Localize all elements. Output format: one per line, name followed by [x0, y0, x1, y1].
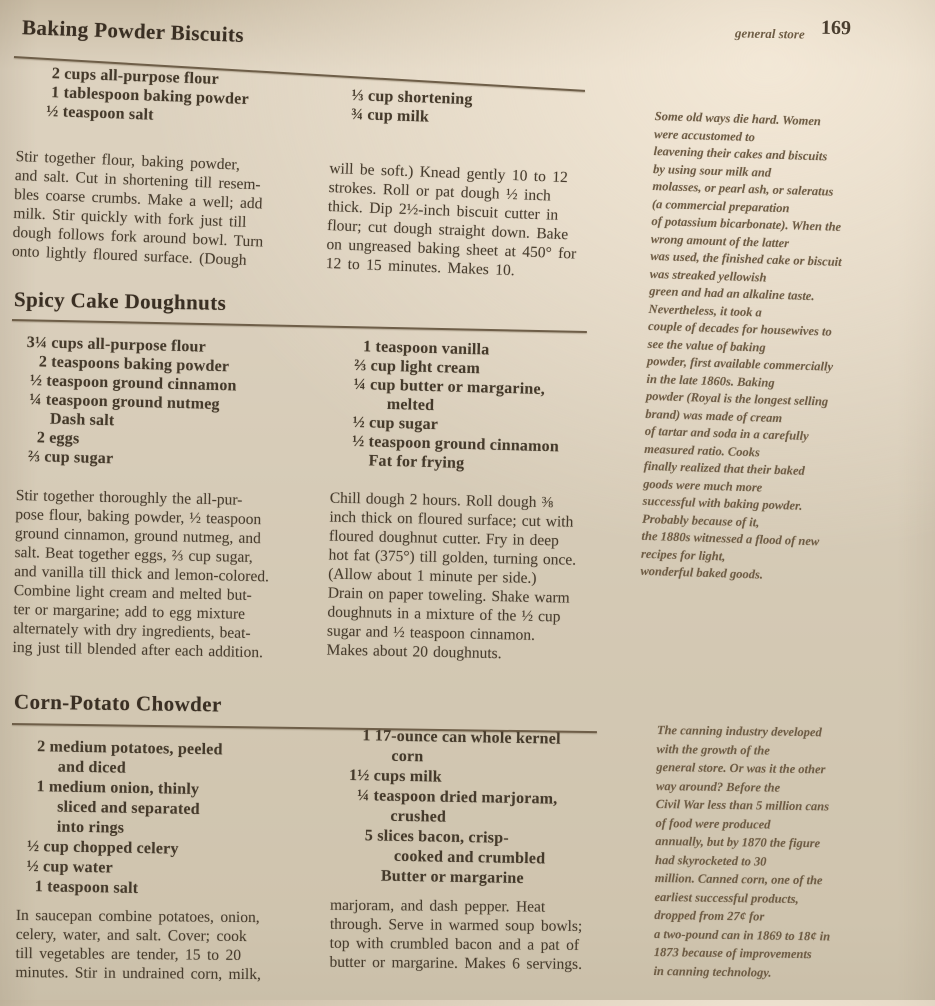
instructions-spicy-cake-doughnuts [12, 486, 656, 674]
instructions-column-1: In saucepan combine potatoes, onion, celery, water, and salt. Cover; cook till vegetables are tender, 15 to 20 minutes. Stir in undrained corn, milk, [15, 906, 261, 984]
instructions-column-1: Stir together flour, baking powder, and salt. Cut in shortening till resem- bles coarse crumbs. Make a well; add milk. Stir quickly with fork just till dough follows fork around bowl. Turn onto lightly floured surface. (Dough [11, 147, 264, 269]
instructions-column-2: Chill dough 2 hours. Roll dough ⅜ inch thick on floured surface; cut with floured doughnut cutter. Fry in deep hot fat (375°) till golden, turning once. (Allow about 1 minute per side.) Drain on paper toweling. Shake warm doughnuts in a mixture of the ½ cup sugar and ½ teaspoon cinnamon. Makes about 20 doughnuts. [326, 489, 577, 663]
ingredients-column-1: 2 medium potatoes, peeled and diced 1 medium onion, thinly sliced and separated into rings ½ cup chopped celery ½ cup water 1 teaspoon salt [26, 737, 223, 897]
ingredients-column-2: 1 17-ounce can whole kernel corn 1½ cups milk ¼ teaspoon dried marjoram, crushed 5 slices bacon, crisp- cooked and crumbled Butter or margarine [347, 726, 561, 888]
recipe-title-corn-potato-chowder: Corn-Potato Chowder [13, 689, 222, 717]
title-rule [12, 319, 587, 333]
instructions-column-2: marjoram, and dash pepper. Heat through. Serve in warmed soup bowls; top with crumbled bacon and a pat of butter or margarine. Makes 6 servings. [329, 896, 583, 973]
ingredients-column-1: 3¼ cups all-purpose flour 2 teaspoons baking powder ½ teaspoon ground cinnamon ¼ teaspoon ground nutmeg Dash salt 2 eggs ⅔ cup sugar [23, 333, 237, 468]
running-head: general store [734, 25, 805, 42]
recipe-title-spicy-cake-doughnuts: Spicy Cake Doughnuts [13, 287, 227, 315]
ingredients-column-1: 2 cups all-purpose flour 1 tablespoon baking powder ½ teaspoon salt [46, 64, 250, 124]
instructions-corn-potato-chowder [15, 896, 656, 1006]
margin-note-canning-industry: The canning industry developed with the growth of the general store. Or was it the other way around? Before the Civil War less than 5 million cans of food were produced annually, but by 1870 the figure had skyrocketed to 30 million. Canned corn, one of the earliest successful products, dropped from 27¢ for a two-pound can in 1869 to 18¢ in 1873 because of improvements in canning technology. [653, 722, 831, 980]
margin-note-baking-powder: Some old ways die hard. Women were accustomed to leavening their cakes and biscuits by using sour milk and molasses, or pearl ash, or saleratus (a commercial preparation of potassium bicarbonate). When the wrong amount of the latter was used, the finished cake or biscuit was streaked yellowish green and had an alkaline taste. Nevertheless, it took a couple of decades for housewives to see the value of baking powder, first available commercially in the late 1860s. Baking powder (Royal is the longest selling brand) was made of cream of tartar and soda in a carefully measured ratio. Cooks finally realized that their baked goods were much more successful with baking powder. Probably because of it, the 1880s witnessed a flood of new recipes for light, wonderful baked goods. [640, 108, 842, 582]
ingredients-column-2: 1 teaspoon vanilla ⅔ cup light cream ¼ cup butter or margarine, melted ½ cup sugar ½ teaspoon ground cinnamon Fat for frying [351, 337, 560, 472]
page-number: 169 [820, 16, 852, 40]
recipe-title-baking-powder-biscuits: Baking Powder Biscuits [21, 15, 245, 47]
instructions-column-1: Stir together thoroughly the all-pur- pose flour, baking powder, ½ teaspoon ground cinnamon, ground nutmeg, and salt. Beat together eggs, ⅔ cup sugar, and vanilla till thick and lemon-colored. Combine light cream and melted but- ter or margarine; add to egg mixture alternately with dry ingredients, beat- ing just till blended after each addition. [12, 486, 270, 662]
instructions-column-2: will be soft.) Knead gently 10 to 12 strokes. Roll or pat dough ½ inch thick. Dip 2½-inch biscuit cutter in flour; cut dough straight down. Bake on ungreased baking sheet at 450° for 12 to 15 minutes. Makes 10. [325, 160, 577, 280]
ingredients-column-2: ⅓ cup shortening ¾ cup milk [350, 86, 473, 126]
instructions-baking-powder-biscuits [11, 147, 656, 301]
